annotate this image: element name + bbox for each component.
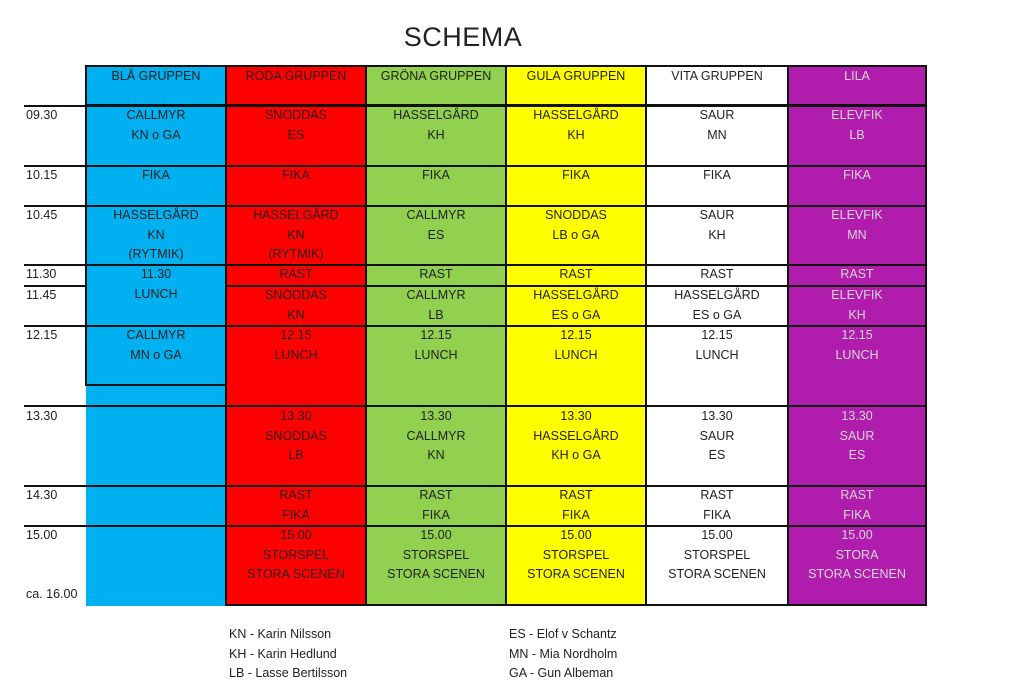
cell-line: SNODDAS [265, 108, 327, 122]
schedule-cell [86, 206, 226, 265]
cell-line: CALLMYR [406, 288, 466, 302]
cell-line: 11.30 [140, 267, 172, 281]
cell-line: LUNCH [414, 347, 458, 362]
cell-line: RAST [700, 267, 734, 281]
cell-line: ES [708, 448, 726, 463]
schedule-cell [366, 326, 506, 365]
cell-line: CALLMYR [126, 328, 186, 342]
cell-line: (RYTMIK) [128, 247, 184, 262]
cell-line: HASSELGÅRD [674, 288, 760, 302]
time-label: 13.30 [26, 409, 58, 423]
cell-line: ES o GA [551, 307, 601, 322]
cell-line: 15.00 [701, 528, 733, 542]
schedule-cell [788, 486, 926, 525]
legend-item: GA - Gun Albeman [509, 666, 614, 681]
time-label: 10.45 [26, 208, 58, 222]
cell-line: RAST [840, 267, 874, 281]
cell-line: 15.00 [280, 528, 312, 542]
cell-line: ES o GA [692, 307, 742, 322]
cell-line: FIKA [843, 168, 871, 182]
schedule-cell [646, 166, 788, 186]
cell-line: KH [708, 227, 726, 242]
schedule-cell [506, 265, 646, 285]
header-grona: GRÖNA GRUPPEN [380, 69, 492, 83]
cell-line: KH [848, 307, 866, 322]
time-label: 14.30 [26, 488, 58, 502]
cell-line: LUNCH [554, 347, 598, 362]
cell-line: RAST [559, 267, 593, 281]
cell-line: 13.30 [560, 409, 592, 423]
cell-line: STORSPEL [262, 547, 330, 562]
cell-line: 13.30 [841, 409, 873, 423]
cell-line: RAST [279, 267, 313, 281]
schedule-cell [366, 206, 506, 245]
cell-line: 12.15 [280, 328, 312, 342]
row-line-bottom [226, 604, 926, 606]
cell-line: LB [428, 307, 444, 322]
header-roda: RÖDA GRUPPEN [245, 69, 347, 83]
cell-line: ES [848, 448, 866, 463]
cell-line: SAUR [699, 108, 735, 122]
time-label: 11.45 [26, 288, 57, 302]
schedule-cell [86, 326, 226, 365]
cell-line: 15.00 [560, 528, 592, 542]
cell-line: RAST [419, 488, 453, 502]
schedule-cell [366, 486, 506, 525]
cell-line: ES [427, 227, 445, 242]
cell-line: STORA SCENEN [668, 567, 766, 582]
cell-line: MN o GA [130, 347, 182, 362]
cell-line: HASSELGÅRD [393, 108, 479, 122]
legend-item: ES - Elof v Schantz [509, 627, 617, 641]
cell-line: HASSELGÅRD [533, 288, 619, 302]
cell-line: FIKA [843, 507, 871, 522]
cell-line: LUNCH [835, 347, 879, 362]
cell-line: LUNCH [274, 347, 318, 362]
cell-line: KN [287, 227, 305, 242]
cell-line: 15.00 [841, 528, 873, 542]
schedule-cell [226, 265, 366, 285]
cell-line: STORA [835, 547, 879, 562]
time-label: 15.00 [26, 528, 58, 542]
cell-line: MN [707, 127, 727, 142]
cell-line: SNODDAS [545, 208, 607, 222]
schedule-cell [366, 526, 506, 585]
header-gula: GULA GRUPPEN [526, 69, 626, 83]
schedule-cell [226, 407, 366, 466]
legend-item: LB - Lasse Bertilsson [229, 666, 348, 681]
schedule-cell [506, 206, 646, 245]
cell-line: ELEVFIK [831, 288, 883, 302]
header-lila: LILA [844, 69, 870, 83]
schedule-cell [646, 106, 788, 145]
cell-line: LB o GA [552, 227, 600, 242]
schedule-cell [366, 166, 506, 186]
cell-line: MN [847, 227, 867, 242]
cell-line: ELEVFIK [831, 208, 883, 222]
cell-line: FIKA [422, 168, 450, 182]
cell-line: CALLMYR [406, 428, 466, 443]
cell-line: KN o GA [131, 127, 181, 142]
schedule-cell [226, 286, 366, 325]
cell-line: STORA SCENEN [527, 567, 625, 582]
schedule-cell [366, 407, 506, 466]
cell-line: CALLMYR [126, 108, 186, 122]
schedule-cell [788, 526, 926, 585]
cell-line: FIKA [422, 507, 450, 522]
cell-line: LUNCH [134, 286, 178, 301]
schedule-cell [226, 166, 366, 186]
cell-line: 12.15 [701, 328, 733, 342]
schedule-cell [646, 407, 788, 466]
cell-line: KH [567, 127, 585, 142]
schedule-cell [788, 106, 926, 145]
schedule-cell [788, 326, 926, 365]
cell-line: LB [288, 448, 304, 463]
time-label: 10.15 [26, 168, 58, 182]
cell-line: SNODDAS [265, 288, 327, 302]
cell-line: ELEVFIK [831, 108, 883, 122]
schedule-cell [226, 106, 366, 145]
schedule-cell [366, 106, 506, 145]
cell-line: KN [287, 307, 305, 322]
cell-line: HASSELGÅRD [113, 208, 199, 222]
cell-line: KN [427, 448, 445, 463]
cell-line: 15.00 [420, 528, 452, 542]
schedule-cell [506, 166, 646, 186]
cell-line: LB [849, 127, 865, 142]
cell-line: SAUR [699, 208, 735, 222]
time-label: 11.30 [26, 267, 57, 281]
cell-line: 12.15 [420, 328, 452, 342]
time-label: ca. 16.00 [26, 587, 78, 601]
schedule-cell [506, 106, 646, 145]
cell-line: STORA SCENEN [808, 567, 906, 582]
cell-line: RAST [419, 267, 453, 281]
cell-line: FIKA [282, 507, 310, 522]
cell-line: SAUR [839, 428, 875, 443]
schedule-cell [646, 326, 788, 365]
time-label: 12.15 [26, 328, 58, 342]
schedule-cell [646, 526, 788, 585]
schedule-cell [366, 286, 506, 325]
schedule-cell [646, 286, 788, 325]
schedule-cell [788, 206, 926, 245]
cell-line: RAST [559, 488, 593, 502]
cell-line: CALLMYR [406, 208, 466, 222]
legend-item: KN - Karin Nilsson [229, 627, 332, 641]
schedule-cell [366, 265, 506, 285]
legend-right [509, 625, 617, 684]
cell-line: HASSELGÅRD [533, 108, 619, 122]
cell-line: FIKA [282, 168, 310, 182]
cell-line: KH o GA [551, 448, 601, 463]
cell-line: KN [147, 227, 165, 242]
schedule-cell [506, 326, 646, 365]
row-line-bla-end [86, 384, 226, 386]
cell-line: 13.30 [280, 409, 312, 423]
cell-line: (RYTMIK) [268, 247, 324, 262]
cell-line: HASSELGÅRD [253, 208, 339, 222]
cell-line: 12.15 [560, 328, 592, 342]
cell-line: STORSPEL [542, 547, 610, 562]
schedule-cell [646, 265, 788, 285]
schedule-cell [86, 166, 226, 186]
schedule-cell [788, 407, 926, 466]
cell-line: FIKA [562, 507, 590, 522]
legend-left [229, 625, 347, 684]
schedule-cell [788, 286, 926, 325]
cell-line: STORA SCENEN [247, 567, 345, 582]
cell-line: STORA SCENEN [387, 567, 485, 582]
cell-line: FIKA [703, 507, 731, 522]
schedule-cell [226, 326, 366, 365]
cell-line: 13.30 [701, 409, 733, 423]
cell-line: STORSPEL [402, 547, 470, 562]
cell-line: FIKA [562, 168, 590, 182]
schedule-cell [226, 526, 366, 585]
schedule-cell [86, 106, 226, 145]
cell-line: STORSPEL [683, 547, 751, 562]
schedule-cell [788, 166, 926, 186]
header-vita: VITA GRUPPEN [671, 69, 763, 83]
legend-item: KH - Karin Hedlund [229, 646, 337, 661]
cell-line: 13.30 [420, 409, 452, 423]
cell-line: FIKA [703, 168, 731, 182]
cell-line: RAST [700, 488, 734, 502]
cell-line: HASSELGÅRD [533, 428, 619, 443]
cell-line: KH [427, 127, 445, 142]
cell-line: SNODDAS [265, 428, 327, 443]
schedule-cell [646, 486, 788, 525]
schedule-cell [788, 265, 926, 285]
cell-line: 12.15 [841, 328, 873, 342]
cell-line: RAST [840, 488, 874, 502]
cell-line: ES [287, 127, 305, 142]
header-bla: BLÅ GRUPPEN [111, 69, 201, 83]
schedule-cell [226, 206, 366, 265]
schedule-cell [506, 486, 646, 525]
time-label: 09.30 [26, 108, 58, 122]
cell-line: RAST [279, 488, 313, 502]
schedule-cell [506, 526, 646, 585]
page-title: SCHEMA [403, 22, 523, 52]
legend-item: MN - Mia Nordholm [509, 646, 618, 661]
cell-line: SAUR [699, 428, 735, 443]
cell-line: LUNCH [695, 347, 739, 362]
cell-line: FIKA [142, 168, 170, 182]
schedule-cell [226, 486, 366, 525]
schedule-cell [86, 265, 226, 304]
schedule-cell [506, 286, 646, 325]
schedule-cell [646, 206, 788, 245]
schedule-cell [506, 407, 646, 466]
row-line-1145 [24, 285, 86, 287]
